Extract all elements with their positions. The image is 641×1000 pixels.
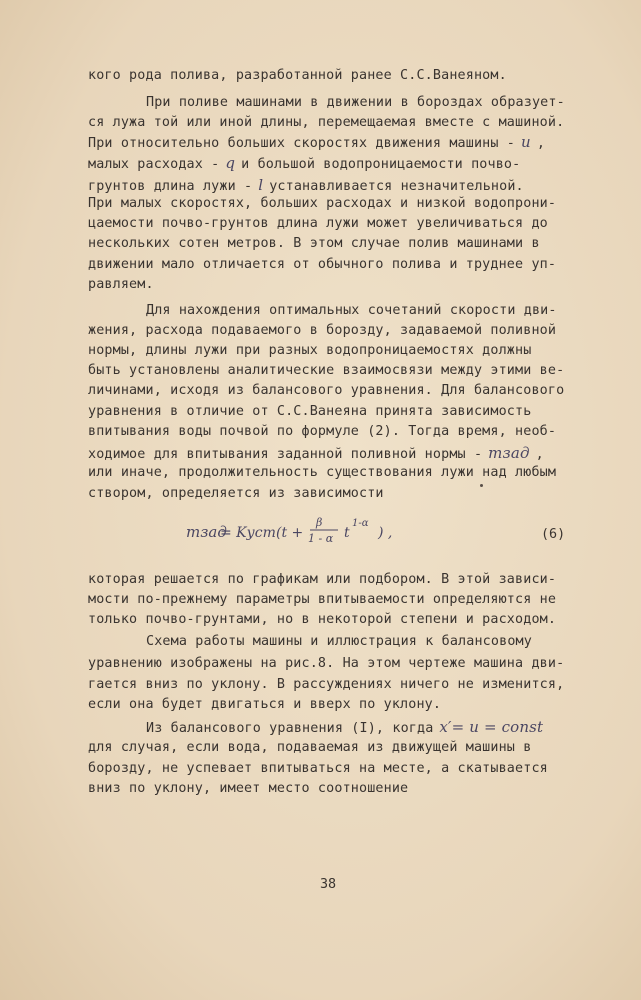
text-line — [146, 634, 532, 650]
text-line-main: нескольких сотен метров. В этом случае полив машинами в — [88, 236, 540, 251]
text-line-main: грунтов длина лужи - — [88, 179, 253, 194]
text-line — [88, 236, 540, 252]
text-line-tail: и большой водопроницаемости почво- — [241, 157, 521, 172]
text-line — [88, 761, 548, 777]
text-line — [88, 465, 556, 481]
text-line — [88, 115, 564, 131]
text-line — [88, 68, 507, 84]
stray-mark — [480, 484, 483, 487]
page-number: 38 — [320, 877, 337, 892]
formula-lhs: mзад — [186, 523, 227, 541]
text-line — [88, 257, 556, 273]
text-line — [88, 656, 564, 672]
handwritten-symbol: x′= u = const — [439, 718, 544, 736]
text-line — [88, 404, 531, 420]
text-line-main: только почво-грунтами, но в некоторой степени и расходом. — [88, 612, 557, 627]
text-line — [88, 677, 564, 693]
text-line-tail: , — [535, 447, 544, 462]
text-line-tail: , — [536, 136, 546, 151]
handwritten-symbol: u — [521, 133, 531, 151]
text-line — [146, 303, 557, 319]
text-line-main: уравнения в отличие от С.С.Ванеяна принята зависимость — [88, 404, 532, 419]
handwritten-symbol: l — [258, 176, 264, 194]
text-line — [88, 612, 556, 628]
text-line-main: вниз по уклону, имеет место соотношение — [88, 781, 409, 796]
formula-eq: = Kуст — [220, 525, 276, 541]
text-line — [88, 486, 384, 502]
handwritten-symbol: q — [225, 154, 236, 172]
text-line — [88, 134, 545, 152]
formula-tail: t — [344, 525, 350, 541]
text-line-main: ся лужа той или иной длины, перемещаемая вместе с машиной. — [88, 115, 565, 130]
formula-close: ) , — [378, 525, 393, 541]
formula-frac-den: 1 - α — [308, 532, 334, 545]
text-line-main: личинами, исходя из балансового уравнения. Для балансового — [88, 383, 565, 398]
text-line-main: Из балансового уравнения (I), когда — [146, 721, 434, 736]
text-line — [88, 740, 531, 756]
text-line-main: впитывания воды почвой по формуле (2). Тогда время, необ- — [88, 424, 557, 439]
text-line — [88, 383, 564, 399]
text-line-tail: устанавливается незначительной. — [269, 179, 524, 194]
text-line-main: При поливе машинами в движении в бороздах образует- — [146, 95, 565, 110]
text-line-main: мости по-прежнему параметры впитываемости определяются не — [88, 592, 557, 607]
text-line-main: если она будет двигаться и вверх по уклону. — [88, 697, 442, 712]
equation-number: (6) — [541, 527, 566, 542]
text-line — [88, 781, 408, 797]
text-line — [88, 445, 544, 463]
formula-frac-num: β — [316, 516, 323, 529]
text-line-main: или иначе, продолжительность существования лужи над любым — [88, 465, 557, 480]
text-line-main: борозду, не успевает впитываться на месте, а скатывается — [88, 761, 548, 776]
text-line-main: малых расходах - — [88, 157, 220, 172]
handwritten-symbol: mзад — [488, 444, 530, 462]
text-line — [88, 155, 520, 173]
text-line-main: Для нахождения оптимальных сочетаний скорости дви- — [146, 303, 557, 318]
text-line-main: При малых скоростях, больших расходах и низкой водопрони- — [88, 196, 557, 211]
text-line-main: уравнению изображены на рис.8. На этом чертеже машина дви- — [88, 656, 565, 671]
text-line-main: кого рода полива, разработанной ранее С.С.Ванеяном. — [88, 68, 507, 83]
text-line — [88, 277, 154, 293]
text-line — [88, 323, 556, 339]
text-line — [88, 196, 556, 212]
text-line-main: для случая, если вода, подаваемая из движущей машины в — [88, 740, 532, 755]
text-line-main: движении мало отличается от обычного полива и труднее уп- — [88, 257, 557, 272]
text-line-main: При относительно больших скоростях движения машины - — [88, 136, 516, 151]
text-line-main: цаемости почво-грунтов длина лужи может увеличиваться до — [88, 216, 548, 231]
text-line-main: быть установлены аналитические взаимосвязи между этими ве- — [88, 363, 565, 378]
text-line-main: которая решается по графикам или подбором. В этой зависи- — [88, 572, 557, 587]
formula-exp: 1-α — [352, 518, 369, 529]
text-line-main: ходимое для впитывания заданной поливной нормы - — [88, 447, 483, 462]
text-line — [88, 592, 556, 608]
text-line — [88, 572, 556, 588]
formula-body: (t + — [276, 525, 304, 541]
text-line — [88, 363, 564, 379]
text-line — [146, 95, 565, 111]
text-line — [88, 177, 524, 195]
text-line — [88, 424, 556, 440]
text-line — [146, 719, 549, 737]
text-line — [88, 343, 531, 359]
text-line-main: створом, определяется из зависимости — [88, 486, 384, 501]
text-line-main: нормы, длины лужи при разных водопроницаемостях должны — [88, 343, 532, 358]
text-line-main: гается вниз по уклону. В рассуждениях ничего не изменится, — [88, 677, 565, 692]
text-line-main: жения, расхода подаваемого в борозду, задаваемой поливной — [88, 323, 557, 338]
text-line — [88, 216, 548, 232]
formula-6 — [186, 513, 406, 547]
text-line — [88, 697, 441, 713]
text-line-main: равляем. — [88, 277, 154, 292]
text-line-main: Схема работы машины и иллюстрация к балансовому — [146, 634, 532, 649]
